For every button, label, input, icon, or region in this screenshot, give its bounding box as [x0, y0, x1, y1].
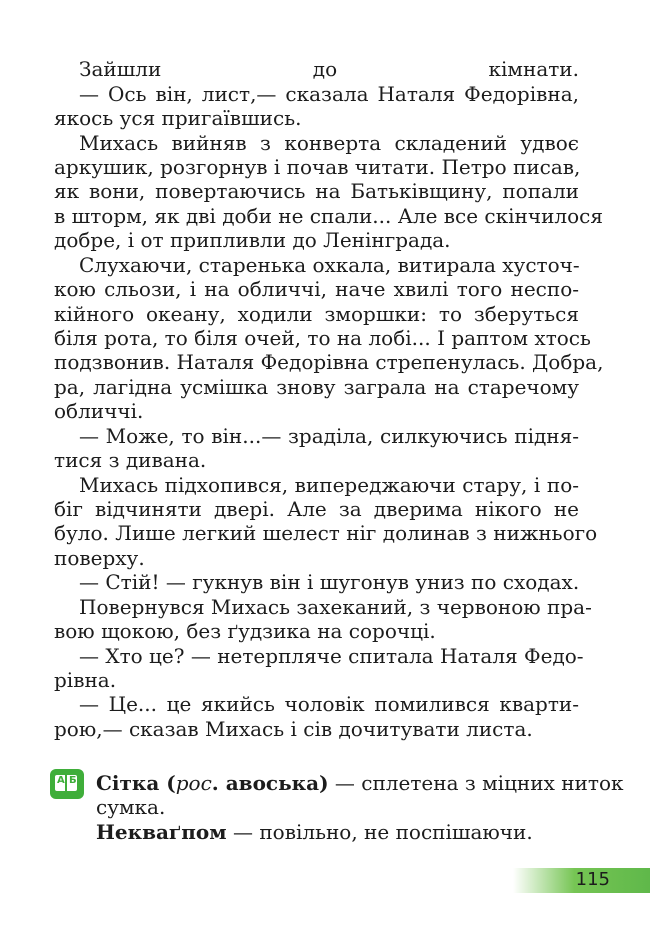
- page-number-tab: [513, 868, 650, 893]
- text-line: кою сльози, і на обличчі, наче хвилі того неспо-: [54, 277, 579, 301]
- glossary-entry-sitka: [96, 771, 624, 795]
- text-line: кійного океану, ходили зморшки: то зберуться: [54, 302, 579, 326]
- icon-letter: А: [57, 775, 65, 786]
- glossary-note-rest: . авоська): [211, 771, 329, 795]
- glossary-definition: — сплетена з міцних ниток: [328, 771, 624, 795]
- glossary-book-icon: [50, 769, 84, 799]
- text-line: обличчі.: [54, 399, 144, 423]
- glossary-definition: — повільно, не поспішаючи.: [226, 820, 533, 844]
- glossary-entry-nekvapom: [96, 820, 578, 844]
- glossary-entry-continuation: сумка.: [96, 795, 166, 819]
- text-line: поверху.: [54, 546, 145, 570]
- text-line: біг відчиняти двері. Але за дверима нікого не: [54, 497, 579, 521]
- text-line: — Ось він, лист,— сказала Наталя Федорівна,: [79, 82, 579, 106]
- text-line: Михась вийняв з конверта складений удвоє: [79, 131, 579, 155]
- text-line: Повернувся Михась захеканий, з червоною пра-: [79, 595, 592, 619]
- text-line: в шторм, як дві доби не спали... Але все скінчилося: [54, 204, 603, 228]
- text-line: було. Лише легкий шелест ніг долинав з нижнього: [54, 521, 598, 545]
- text-line: вою щокою, без ґудзика на сорочці.: [54, 619, 436, 643]
- text-line: рівна.: [54, 668, 117, 692]
- text-line: — Це... це якийсь чоловік помилився кварти-: [79, 692, 579, 716]
- text-line: біля рота, то біля очей, то на лобі... І раптом хтось: [54, 326, 591, 350]
- glossary-term: Некваґпом: [96, 820, 227, 844]
- text-line: Зайшли до кімнати.: [79, 57, 579, 81]
- text-line: Михась підхопився, випереджаючи стару, і по-: [79, 473, 579, 497]
- text-line: — Хто це? — нетерпляче спитала Наталя Федо-: [79, 644, 584, 668]
- text-line: якось уся пригаївшись.: [54, 106, 302, 130]
- text-line: — Стій! — гукнув він і шугонув униз по сходах.: [79, 570, 580, 594]
- text-line: аркушик, розгорнув і почав читати. Петро писав,: [54, 155, 581, 179]
- icon-letter: Б: [69, 775, 77, 786]
- glossary-note-lang: рос: [175, 771, 212, 795]
- text-line: як вони, повертаючись на Батьківщину, попали: [54, 179, 579, 203]
- text-line: тися з дивана.: [54, 448, 207, 472]
- glossary-term: Сітка: [96, 771, 160, 795]
- glossary-note-open: (: [159, 771, 176, 795]
- text-line: Слухаючи, старенька охкала, витирала хусточ-: [79, 253, 580, 277]
- text-line: добре, і от припливли до Ленінграда.: [54, 228, 451, 252]
- text-line: — Може, то він...— зраділа, силкуючись підня-: [79, 424, 579, 448]
- text-line: подзвонив. Наталя Федорівна стрепенулась. Добра,: [54, 350, 604, 374]
- book-spine: [65, 775, 67, 791]
- text-line: рою,— сказав Михась і сів дочитувати листа.: [54, 717, 533, 741]
- page-number: 115: [575, 869, 610, 890]
- text-line: ра, лагідна усмішка знову заграла на старечому: [54, 375, 579, 399]
